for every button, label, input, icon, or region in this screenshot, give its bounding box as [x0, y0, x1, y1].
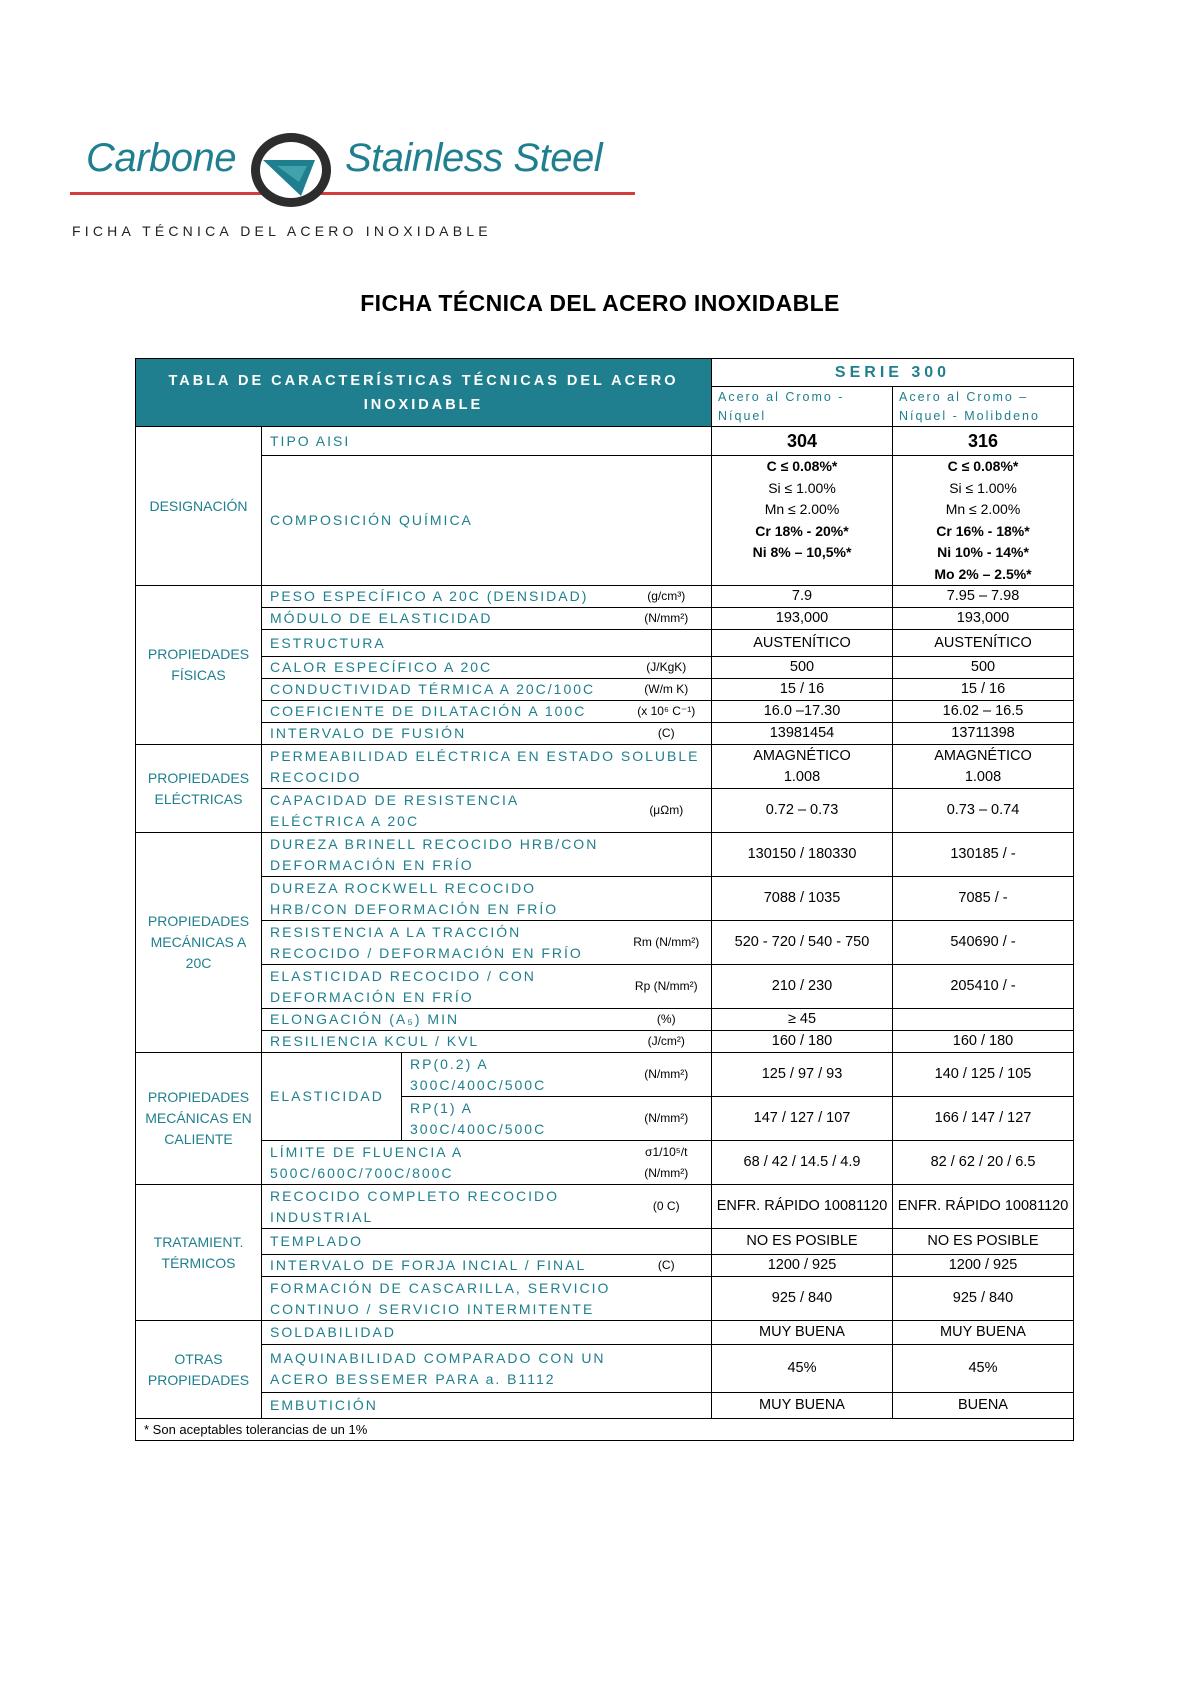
value-b: NO ES POSIBLE [893, 1229, 1074, 1255]
value-a: 520 - 720 / 540 - 750 [712, 921, 893, 965]
value-b: 205410 / - [893, 965, 1074, 1009]
value-b: 13711398 [893, 723, 1074, 745]
spec-table [135, 358, 1074, 1441]
note-row [136, 1419, 1074, 1441]
series-title: SERIE 300 [712, 359, 1074, 387]
row-label: RP(1) A 300C/400C/500C [402, 1097, 622, 1141]
value-b: 316 [893, 427, 1074, 456]
brand-logo [70, 130, 640, 210]
value-a: 210 / 230 [712, 965, 893, 1009]
row-unit: Rp (N/mm²) [622, 965, 712, 1009]
value-a: 925 / 840 [712, 1277, 893, 1321]
table-row [136, 1009, 1074, 1031]
table-row [136, 833, 1074, 877]
row-unit: (W/m K) [622, 679, 712, 701]
value-b: MUY BUENA [893, 1321, 1074, 1345]
row-unit [622, 1277, 712, 1321]
composition-b [893, 456, 1074, 586]
group-caliente: PROPIEDADES MECÁNICAS EN CALIENTE [136, 1053, 262, 1185]
row-unit [622, 833, 712, 877]
table-row [136, 877, 1074, 921]
table-row [136, 1321, 1074, 1345]
row-label: TIPO AISI [262, 427, 712, 456]
value-a: 7.9 [712, 586, 893, 608]
value-a: NO ES POSIBLE [712, 1229, 893, 1255]
row-unit: (C) [622, 723, 712, 745]
table-row [136, 1141, 1074, 1185]
value-b: 45% [893, 1345, 1074, 1393]
group-otras: OTRAS PROPIEDADES [136, 1321, 262, 1419]
row-unit: (C) [622, 1255, 712, 1277]
row-label: SOLDABILIDAD [262, 1321, 622, 1345]
row-label: PERMEABILIDAD ELÉCTRICA EN ESTADO SOLUBLE RECOCIDO [262, 745, 712, 789]
composition-line: Mn ≤ 2.00% [945, 501, 1021, 517]
value-b: 160 / 180 [893, 1031, 1074, 1053]
row-unit [622, 1345, 712, 1393]
row-unit [622, 630, 712, 657]
value-a: 1200 / 925 [712, 1255, 893, 1277]
row-label: CONDUCTIVIDAD TÉRMICA A 20C/100C [262, 679, 622, 701]
row-label: RECOCIDO COMPLETO RECOCIDO INDUSTRIAL [262, 1185, 622, 1229]
table-header-row [136, 359, 1074, 387]
value-b: 166 / 147 / 127 [893, 1097, 1074, 1141]
row-unit: (J/KgK) [622, 657, 712, 679]
value-a: ≥ 45 [712, 1009, 893, 1031]
row-unit: (0 C) [622, 1185, 712, 1229]
composition-a [712, 456, 893, 586]
value-a: AUSTENÍTICO [712, 630, 893, 657]
value-b [893, 1009, 1074, 1031]
table-row [136, 1053, 1074, 1097]
value-line: AMAGNÉTICO [753, 747, 851, 764]
table-header: TABLA DE CARACTERÍSTICAS TÉCNICAS DEL ACERO INOXIDABLE [136, 359, 712, 427]
composition-line [720, 564, 884, 586]
carbone-emblem-icon [247, 130, 335, 210]
table-row [136, 1255, 1074, 1277]
row-unit: Rm (N/mm²) [622, 921, 712, 965]
table-row [136, 921, 1074, 965]
row-unit [622, 1229, 712, 1255]
value-a: 13981454 [712, 723, 893, 745]
value-a: ENFR. RÁPIDO 10081120 [712, 1185, 893, 1229]
value-a: 130150 / 180330 [712, 833, 893, 877]
value-b: 140 / 125 / 105 [893, 1053, 1074, 1097]
row-unit: (N/mm²) [622, 1097, 712, 1141]
value-a: 500 [712, 657, 893, 679]
value-a [712, 745, 893, 789]
row-unit: (%) [622, 1009, 712, 1031]
row-unit: (N/mm²) [622, 608, 712, 630]
brand-name-right: Stainless Steel [345, 136, 603, 180]
value-a: MUY BUENA [712, 1321, 893, 1345]
composition-line: Ni 8% – 10,5%* [752, 544, 852, 560]
table-row [136, 745, 1074, 789]
table-row [136, 456, 1074, 586]
value-b: 193,000 [893, 608, 1074, 630]
composition-line: Mn ≤ 2.00% [764, 501, 840, 517]
table-footnote: * Son aceptables tolerancias de un 1% [136, 1419, 1074, 1441]
row-label: EMBUTICIÓN [262, 1393, 622, 1419]
group-fisicas: PROPIEDADES FÍSICAS [136, 586, 262, 745]
table-row [136, 679, 1074, 701]
table-row [136, 427, 1074, 456]
table-row [136, 1031, 1074, 1053]
value-a: 7088 / 1035 [712, 877, 893, 921]
row-label: INTERVALO DE FORJA INCIAL / FINAL [262, 1255, 622, 1277]
row-unit [622, 1393, 712, 1419]
composition-line: C ≤ 0.08%* [766, 458, 838, 474]
row-label: MÓDULO DE ELASTICIDAD [262, 608, 622, 630]
value-b: 15 / 16 [893, 679, 1074, 701]
value-b [893, 745, 1074, 789]
value-a: 160 / 180 [712, 1031, 893, 1053]
value-b: BUENA [893, 1393, 1074, 1419]
value-line: 1.008 [783, 768, 821, 785]
row-unit: (x 10⁶ C⁻¹) [622, 701, 712, 723]
composition-line: Ni 10% - 14%* [937, 544, 1029, 560]
row-label: DUREZA ROCKWELL RECOCIDO HRB/CON DEFORMACIÓN EN FRÍO [262, 877, 622, 921]
value-a: 125 / 97 / 93 [712, 1053, 893, 1097]
row-label: COMPOSICIÓN QUÍMICA [262, 456, 712, 586]
value-a: 147 / 127 / 107 [712, 1097, 893, 1141]
table-row [136, 1277, 1074, 1321]
row-label: RESILIENCIA KCUL / KVL [262, 1031, 622, 1053]
brand-name-left: Carbone [86, 136, 236, 180]
table-row [136, 1393, 1074, 1419]
value-b: 500 [893, 657, 1074, 679]
row-unit: (g/cm³) [622, 586, 712, 608]
value-line: 1.008 [964, 768, 1002, 785]
value-b: 130185 / - [893, 833, 1074, 877]
elasticidad-label: ELASTICIDAD [262, 1053, 402, 1141]
table-row [136, 723, 1074, 745]
value-b: 540690 / - [893, 921, 1074, 965]
row-label: MAQUINABILIDAD COMPARADO CON UN ACERO BESSEMER PARA a. B1112 [262, 1345, 622, 1393]
row-label: ELONGACIÓN (A₅) MIN [262, 1009, 622, 1031]
row-label: PESO ESPECÍFICO A 20C (DENSIDAD) [262, 586, 622, 608]
row-label: DUREZA BRINELL RECOCIDO HRB/CON DEFORMACIÓN EN FRÍO [262, 833, 622, 877]
value-a: 0.72 – 0.73 [712, 789, 893, 833]
row-label: CALOR ESPECÍFICO A 20C [262, 657, 622, 679]
composition-line: Si ≤ 1.00% [768, 479, 836, 496]
table-row [136, 1345, 1074, 1393]
row-unit [622, 877, 712, 921]
value-b: 0.73 – 0.74 [893, 789, 1074, 833]
table-row [136, 1229, 1074, 1255]
row-label: TEMPLADO [262, 1229, 622, 1255]
table-row [136, 789, 1074, 833]
table-row [136, 701, 1074, 723]
page-subtitle: FICHA TÉCNICA DEL ACERO INOXIDABLE [72, 223, 492, 239]
row-label: FORMACIÓN DE CASCARILLA, SERVICIO CONTINUO / SERVICIO INTERMITENTE [262, 1277, 622, 1321]
row-label: COEFICIENTE DE DILATACIÓN A 100C [262, 701, 622, 723]
composition-line: C ≤ 0.08%* [947, 458, 1019, 474]
composition-line: Mo 2% – 2.5%* [934, 565, 1032, 582]
value-a: 68 / 42 / 14.5 / 4.9 [712, 1141, 893, 1185]
value-a: 193,000 [712, 608, 893, 630]
row-label: ELASTICIDAD RECOCIDO / CON DEFORMACIÓN EN FRÍO [262, 965, 622, 1009]
value-a: 16.0 –17.30 [712, 701, 893, 723]
brand-underline [70, 192, 635, 195]
value-b: ENFR. RÁPIDO 10081120 [893, 1185, 1074, 1229]
table-row [136, 1185, 1074, 1229]
row-label: RP(0.2) A 300C/400C/500C [402, 1053, 622, 1097]
row-label: RESISTENCIA A LA TRACCIÓN RECOCIDO / DEFORMACIÓN EN FRÍO [262, 921, 622, 965]
value-b: 82 / 62 / 20 / 6.5 [893, 1141, 1074, 1185]
table-row [136, 965, 1074, 1009]
table-row [136, 630, 1074, 657]
value-a: 304 [712, 427, 893, 456]
row-label: LÍMITE DE FLUENCIA A 500C/600C/700C/800C [262, 1141, 622, 1185]
series-col-b: Acero al Cromo – Níquel - Molibdeno [893, 387, 1074, 427]
value-b: AUSTENÍTICO [893, 630, 1074, 657]
row-label: CAPACIDAD DE RESISTENCIA ELÉCTRICA A 20C [262, 789, 622, 833]
series-col-a: Acero al Cromo - Níquel [712, 387, 893, 427]
row-unit [622, 1321, 712, 1345]
value-a: MUY BUENA [712, 1393, 893, 1419]
group-termicos: TRATAMIENT. TÉRMICOS [136, 1185, 262, 1321]
value-a: 45% [712, 1345, 893, 1393]
composition-line: Cr 18% - 20%* [755, 522, 849, 539]
value-b: 925 / 840 [893, 1277, 1074, 1321]
composition-line: Cr 16% - 18%* [936, 522, 1030, 539]
group-mecanicas: PROPIEDADES MECÁNICAS A 20C [136, 833, 262, 1053]
value-a: 15 / 16 [712, 679, 893, 701]
row-unit: σ1/10⁵/t (N/mm²) [622, 1141, 712, 1185]
value-b: 16.02 – 16.5 [893, 701, 1074, 723]
value-b: 1200 / 925 [893, 1255, 1074, 1277]
value-b: 7085 / - [893, 877, 1074, 921]
group-electricas: PROPIEDADES ELÉCTRICAS [136, 745, 262, 833]
page-title: FICHA TÉCNICA DEL ACERO INOXIDABLE [360, 290, 840, 316]
row-unit: (J/cm²) [622, 1031, 712, 1053]
row-unit: (N/mm²) [622, 1053, 712, 1097]
row-unit: (μΩm) [622, 789, 712, 833]
value-b: 7.95 – 7.98 [893, 586, 1074, 608]
row-label: ESTRUCTURA [262, 630, 622, 657]
value-line: AMAGNÉTICO [934, 747, 1032, 764]
table-row [136, 608, 1074, 630]
table-row [136, 586, 1074, 608]
row-label: INTERVALO DE FUSIÓN [262, 723, 622, 745]
composition-line: Si ≤ 1.00% [949, 479, 1017, 496]
group-designacion: DESIGNACIÓN [136, 427, 262, 586]
table-row [136, 657, 1074, 679]
